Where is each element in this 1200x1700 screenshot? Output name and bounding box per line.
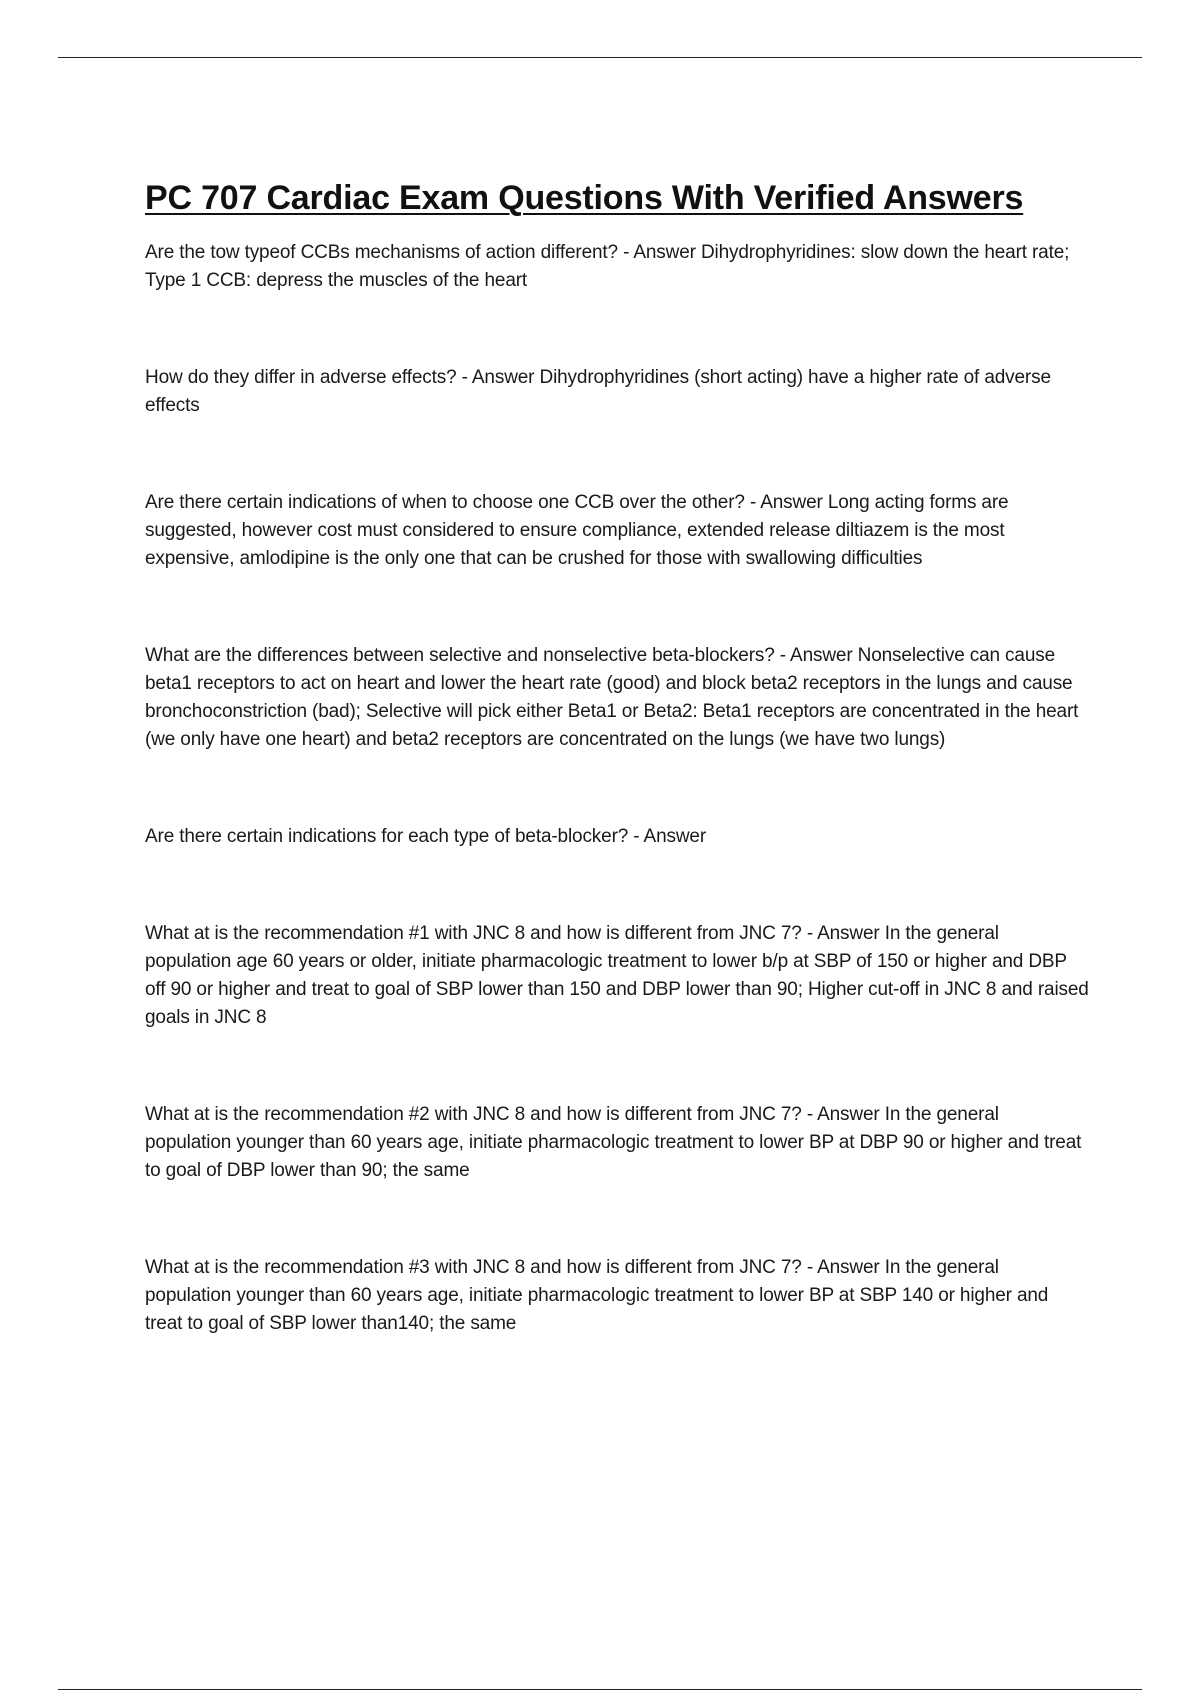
answer-separator: - Answer <box>456 367 540 388</box>
answer-separator: - Answer <box>628 826 707 847</box>
document-body <box>145 176 1090 1338</box>
document-title: PC 707 Cardiac Exam Questions With Verified Answers <box>145 179 1024 217</box>
qa-text <box>145 239 1090 295</box>
qa-item-1 <box>145 239 1090 295</box>
answer-text: Dihydrophyridines (short acting) have a higher rate of adverse effects <box>145 367 1051 416</box>
question-text: What are the differences between selective and nonselective beta-blockers? <box>145 645 775 666</box>
qa-list <box>145 239 1090 1338</box>
qa-text <box>145 364 1090 420</box>
page-bottom-rule <box>58 1689 1142 1690</box>
answer-text: Dihydrophyridines: slow down the heart rate; Type 1 CCB: depress the muscles of the heart <box>145 242 1070 291</box>
question-text: Are there certain indications for each type of beta-blocker? <box>145 826 629 847</box>
qa-text <box>145 642 1090 754</box>
qa-item-3 <box>145 489 1090 573</box>
qa-item-5 <box>145 823 1090 851</box>
answer-separator: - Answer <box>617 242 701 263</box>
answer-text: Nonselective can cause beta1 receptors to act on heart and lower the heart rate (good) and block beta2 receptors in the lungs and cause bronchoconstriction (bad); Selective will pick either Beta1 or Beta2: Beta1 receptors are concentrated in the heart (we only have one heart) and beta2 receptors are concentrated on the lungs (we have two lungs) <box>145 645 1079 750</box>
answer-separator: - Answer <box>801 1257 885 1278</box>
answer-text: In the general population age 60 years or older, initiate pharmacologic treatment to lower b/p at SBP of 150 or higher and DBP off 90 or higher and treat to goal of SBP lower than 150 and DBP lower than 90; Higher cut-off in JNC 8 and raised goals in JNC 8 <box>145 923 1089 1028</box>
qa-text <box>145 1254 1090 1338</box>
qa-item-6 <box>145 920 1090 1032</box>
question-text: Are the tow typeof CCBs mechanisms of action different? <box>145 242 618 263</box>
question-text: What at is the recommendation #1 with JNC 8 and how is different from JNC 7? <box>145 923 802 944</box>
page-top-rule <box>58 57 1142 58</box>
qa-item-8 <box>145 1254 1090 1338</box>
qa-item-4 <box>145 642 1090 754</box>
question-text: Are there certain indications of when to choose one CCB over the other? <box>145 492 745 513</box>
qa-item-7 <box>145 1101 1090 1185</box>
answer-separator: - Answer <box>774 645 858 666</box>
answer-text: In the general population younger than 60 years age, initiate pharmacologic treatment to lower BP at SBP 140 or higher and treat to goal of SBP lower than140; the same <box>145 1257 1049 1334</box>
answer-text: In the general population younger than 60 years age, initiate pharmacologic treatment to lower BP at DBP 90 or higher and treat to goal of DBP lower than 90; the same <box>145 1104 1082 1181</box>
question-text: What at is the recommendation #2 with JNC 8 and how is different from JNC 7? <box>145 1104 802 1125</box>
question-text: How do they differ in adverse effects? <box>145 367 457 388</box>
qa-text <box>145 489 1090 573</box>
question-text: What at is the recommendation #3 with JNC 8 and how is different from JNC 7? <box>145 1257 802 1278</box>
answer-separator: - Answer <box>801 1104 885 1125</box>
qa-text <box>145 823 1090 851</box>
qa-text <box>145 920 1090 1032</box>
answer-separator: - Answer <box>744 492 828 513</box>
qa-text <box>145 1101 1090 1185</box>
answer-separator: - Answer <box>801 923 885 944</box>
answer-text: Long acting forms are suggested, however cost must considered to ensure compliance, extended release diltiazem is the most expensive, amlodipine is the only one that can be crushed for those with swallowing difficulties <box>145 492 1009 569</box>
qa-item-2 <box>145 364 1090 420</box>
